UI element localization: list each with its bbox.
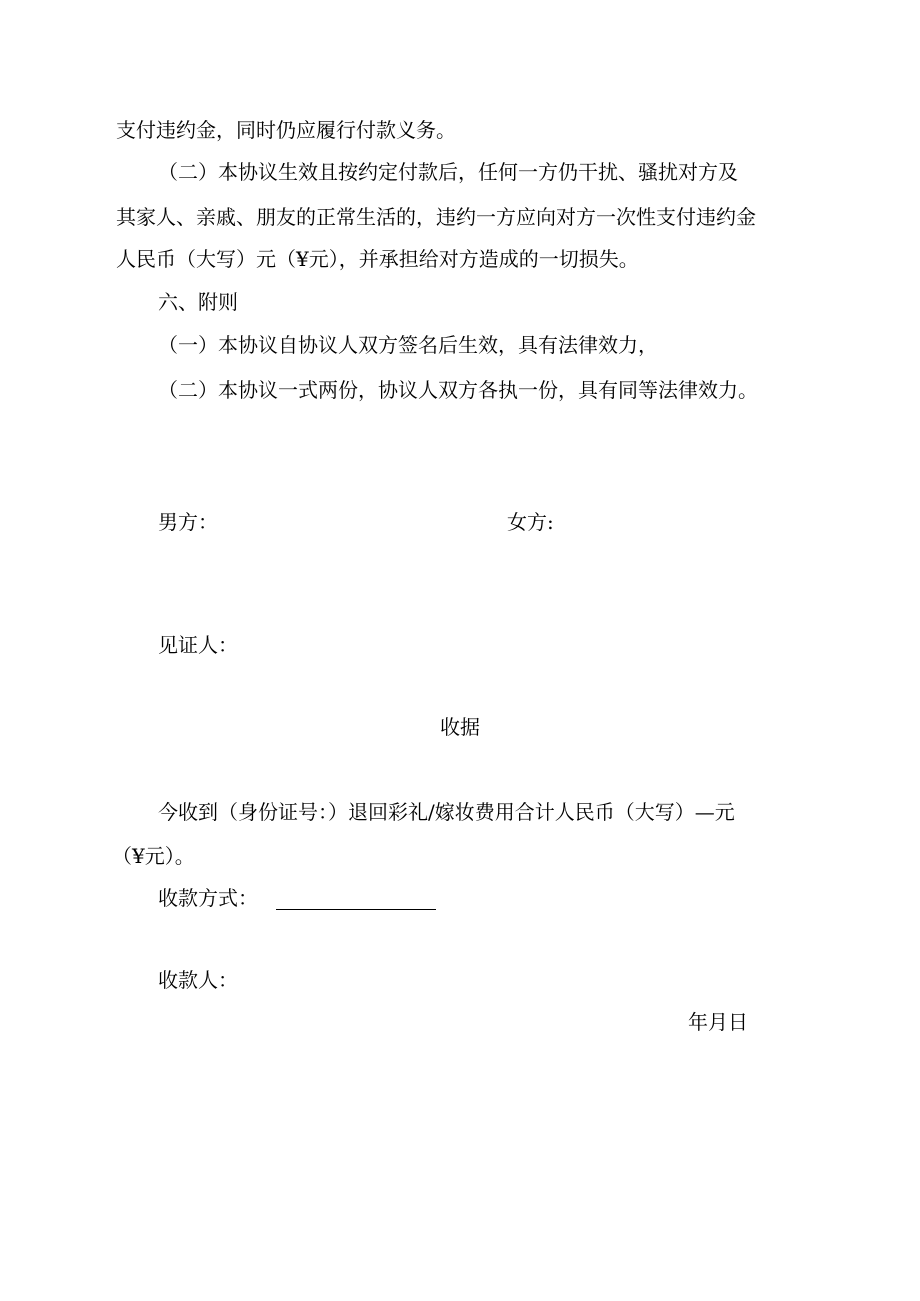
- clause-text-line-2: （二）本协议生效且按约定付款后，任何一方仍干扰、骚扰对方及: [158, 160, 738, 184]
- payee-label: 收款人：: [158, 968, 238, 992]
- clause-text-line-4: 人民币（大写）元（¥元），并承担给对方造成的一切损失。: [116, 247, 639, 271]
- receipt-text-line-1: 今收到（身份证号：）退回彩礼/嫁妆费用合计人民币（大写）—元: [158, 800, 735, 824]
- male-party-signature-label: 男方：: [158, 510, 218, 534]
- witness-signature-label: 见证人：: [158, 633, 238, 657]
- section-6-item-1: （一）本协议自协议人双方签名后生效，具有法律效力，: [158, 333, 658, 357]
- date-label: 年月日: [688, 1010, 748, 1034]
- section-6-heading: 六、附则: [158, 290, 238, 314]
- payment-method-row: [158, 886, 436, 910]
- receipt-text-line-2: （¥元）。: [112, 844, 195, 868]
- receipt-title: 收据: [440, 715, 480, 739]
- section-6-item-2: （二）本协议一式两份，协议人双方各执一份，具有同等法律效力。: [158, 378, 758, 402]
- payment-method-blank-line: [276, 889, 436, 910]
- clause-text-line-3: 其家人、亲戚、朋友的正常生活的，违约一方应向对方一次性支付违约金: [116, 205, 756, 229]
- clause-text-line-1: 支付违约金，同时仍应履行付款义务。: [116, 118, 456, 142]
- payment-method-label: 收款方式：: [158, 886, 258, 910]
- female-party-signature-label: 女方:: [507, 510, 554, 534]
